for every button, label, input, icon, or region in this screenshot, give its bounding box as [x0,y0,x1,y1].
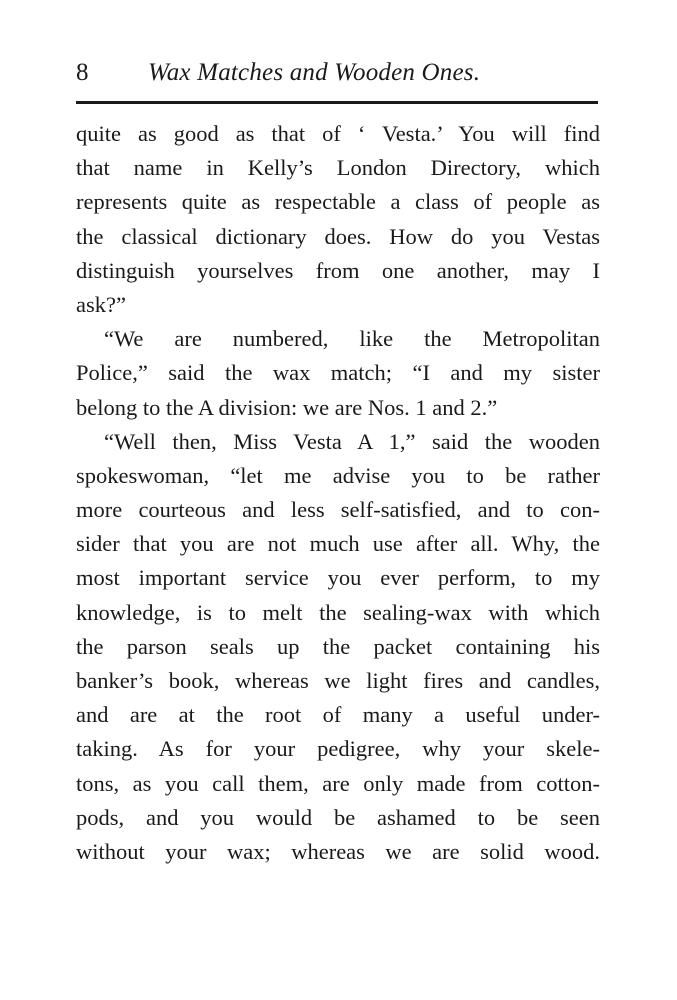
text-line: tons, as you call them, are only made from cotton- [76,770,600,796]
text-line: the parson seals up the packet containing his [76,633,600,659]
text-line: pods, and you would be ashamed to be seen [76,804,600,830]
text-line: “We are numbered, like the Metropolitan [104,326,600,352]
text-line: that name in Kelly’s London Directory, which [76,155,600,181]
text-line: most important service you ever perform, to my [76,565,600,591]
text-line: belong to the A division: we are Nos. 1 and 2.” [76,394,498,420]
text-line: without your wax; whereas we are solid wood. [76,838,600,864]
text-line: quite as good as that of ‘ Vesta.’ You will find [76,121,600,146]
text-line: knowledge, is to melt the sealing-wax with which [76,599,600,625]
text-line: and are at the root of many a useful under- [76,702,600,728]
page-number: 8 [76,59,89,86]
running-title: Wax Matches and Wooden Ones. [148,59,481,86]
text-line: taking. As for your pedigree, why your skele- [76,736,600,762]
page-header [76,50,598,90]
header-rule [76,101,598,104]
text-line: spokeswoman, “let me advise you to be rather [76,462,600,488]
text-line: distinguish yourselves from one another, may I [76,257,600,283]
text-line: Police,” said the wax match; “I and my sister [76,360,600,386]
text-line: ask?” [76,291,126,317]
text-line: banker’s book, whereas we light fires and candles, [76,668,600,693]
text-line: the classical dictionary does. How do you Vestas [76,223,600,249]
body-text [76,117,600,869]
text-line: “Well then, Miss Vesta A 1,” said the wooden [104,428,600,454]
text-line: more courteous and less self-satisfied, and to con- [76,497,600,523]
text-line: represents quite as respectable a class of people as [76,189,600,215]
text-line: sider that you are not much use after all. Why, the [76,531,600,557]
